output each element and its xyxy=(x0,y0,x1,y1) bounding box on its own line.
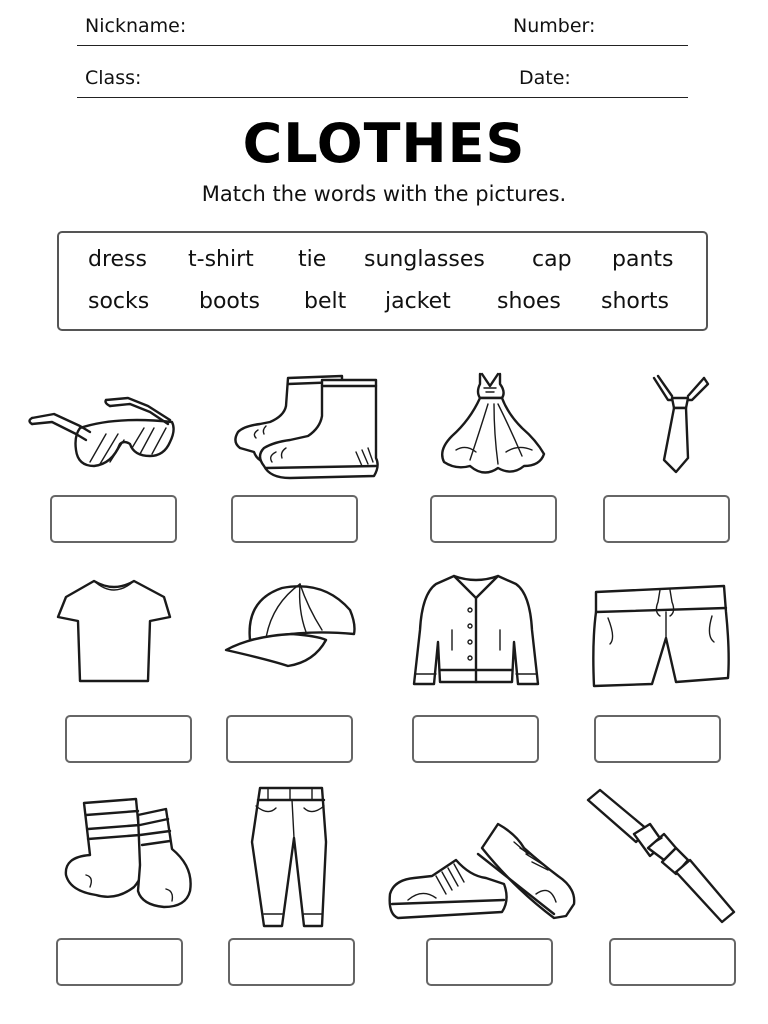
word-boots: boots xyxy=(199,289,260,314)
tie-icon xyxy=(648,374,714,478)
answer-box-3[interactable] xyxy=(430,495,557,543)
dress-icon xyxy=(436,370,550,482)
socks-icon xyxy=(60,795,200,915)
word-sunglasses: sunglasses xyxy=(364,247,485,272)
number-label: Number: xyxy=(513,15,596,37)
answer-box-8[interactable] xyxy=(594,715,721,763)
answer-box-9[interactable] xyxy=(56,938,183,986)
answer-box-6[interactable] xyxy=(226,715,353,763)
date-label: Date: xyxy=(519,67,571,89)
pants-icon xyxy=(246,782,332,932)
jacket-icon xyxy=(408,570,544,690)
boots-icon xyxy=(230,372,380,482)
instructions: Match the words with the pictures. xyxy=(201,182,567,206)
answer-box-4[interactable] xyxy=(603,495,730,543)
word-pants: pants xyxy=(612,247,674,272)
belt-icon xyxy=(584,786,738,926)
cap-icon xyxy=(222,580,362,670)
answer-box-1[interactable] xyxy=(50,495,177,543)
word-jacket: jacket xyxy=(385,289,451,314)
answer-box-7[interactable] xyxy=(412,715,539,763)
answer-box-10[interactable] xyxy=(228,938,355,986)
word-shorts: shorts xyxy=(601,289,669,314)
word-shoes: shoes xyxy=(497,289,561,314)
t-shirt-icon xyxy=(54,575,174,685)
class-line[interactable] xyxy=(77,97,688,98)
class-label: Class: xyxy=(85,67,142,89)
word-cap: cap xyxy=(532,247,572,272)
word-socks: socks xyxy=(88,289,150,314)
word-bank xyxy=(57,231,708,331)
word-belt: belt xyxy=(304,289,347,314)
page-title: CLOTHES xyxy=(242,112,526,175)
word-t-shirt: t-shirt xyxy=(188,247,254,272)
answer-box-5[interactable] xyxy=(65,715,192,763)
nickname-label: Nickname: xyxy=(85,15,187,37)
shoes-icon xyxy=(386,818,580,924)
answer-box-11[interactable] xyxy=(426,938,553,986)
answer-box-12[interactable] xyxy=(609,938,736,986)
shorts-icon xyxy=(588,582,732,692)
sunglasses-icon xyxy=(24,390,180,470)
word-tie: tie xyxy=(298,247,327,272)
word-dress: dress xyxy=(88,247,147,272)
nickname-line[interactable] xyxy=(77,45,688,46)
answer-box-2[interactable] xyxy=(231,495,358,543)
